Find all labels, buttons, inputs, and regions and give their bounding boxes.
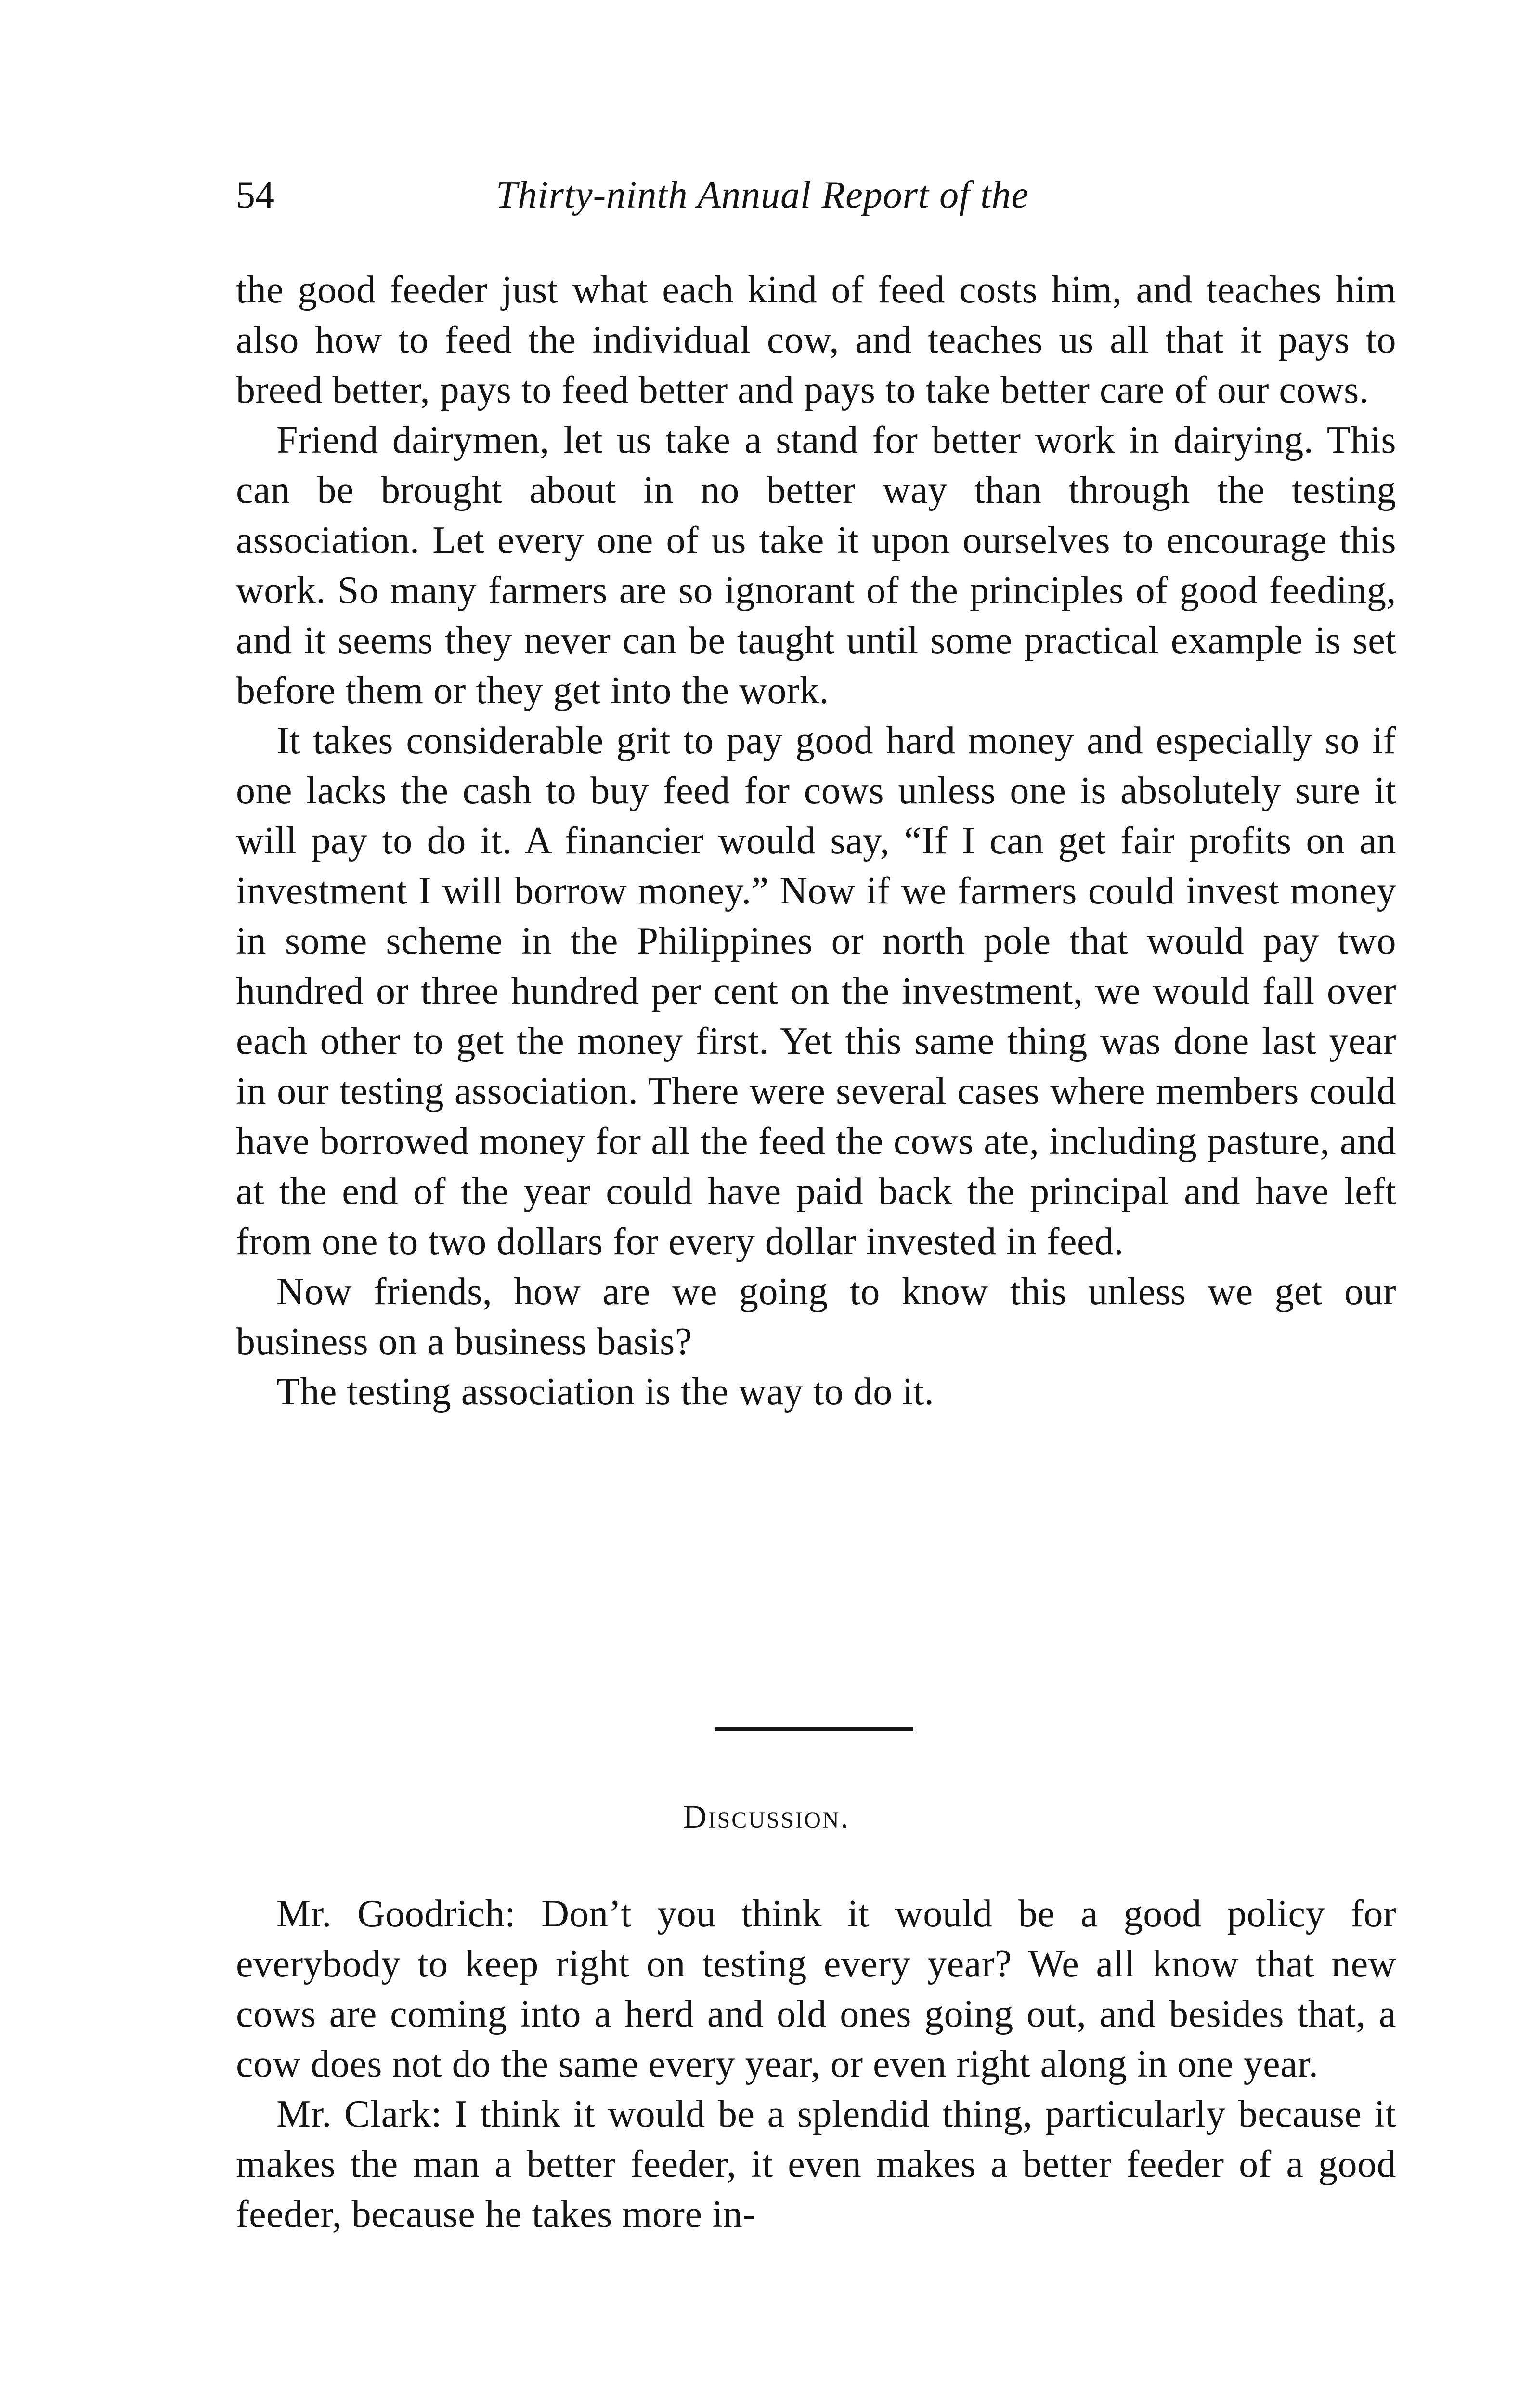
paragraph-goodrich: Mr. Goodrich: Don’t you think it would be a good policy for everybody to keep right on testing every year? We all know that new cows are coming into a herd and old ones going out, and besides that, a cow does not do the same every year, or even right along in one year. <box>236 1893 1396 2085</box>
paragraph-grit: It takes considerable grit to pay good hard money and especially so if one lacks the cash to buy feed for cows unless one is absolutely sure it will pay to do it. A financier would say, “If I can get fair profits on an investment I will borrow money.” Now if we farmers could invest money in some scheme in the Philippines or north pole that would pay two hundred or three hundred per cent on the investment, we would fall over each other to get the money first. Yet this same thing was done last year in our testing association. There were several cases where members could have borrowed money for all the feed the cows ate, including pasture, and at the end of the year could have paid back the principal and have left from one to two dollars for every dollar invested in feed. <box>236 720 1396 1263</box>
page-number: 54 <box>236 174 274 216</box>
running-head: Thirty-ninth Annual Report of the <box>496 174 1029 216</box>
section-heading-discussion: Discussion. <box>683 1798 850 1835</box>
discussion-text <box>236 1889 1396 2239</box>
paragraph-friend-dairymen: Friend dairymen, let us take a stand for better work in dairying. This can be brought about in no better way than through the testing association. Let every one of us take it upon ourselves to encourage this work. So many farmers are so ignorant of the principles of good feeding, and it seems they never can be taught until some practical example is set before them or they get into the work. <box>236 419 1396 712</box>
paragraph-now-friends: Now friends, how are we going to know this unless we get our business on a business basis? <box>236 1270 1396 1363</box>
page-header <box>236 164 1396 226</box>
section-divider <box>715 1727 913 1731</box>
body-text <box>236 265 1396 1417</box>
paragraph-testing-association: The testing association is the way to do it. <box>276 1371 935 1413</box>
paragraph-clark: Mr. Clark: I think it would be a splendid thing, particularly because it makes the man a better feeder, it even makes a better feeder of a good feeder, because he takes more in- <box>236 2093 1396 2236</box>
paragraph-continuation: the good feeder just what each kind of feed costs him, and teaches him also how to feed the individual cow, and teaches us all that it pays to breed better, pays to feed better and pays to take better care of our cows. <box>236 269 1396 411</box>
